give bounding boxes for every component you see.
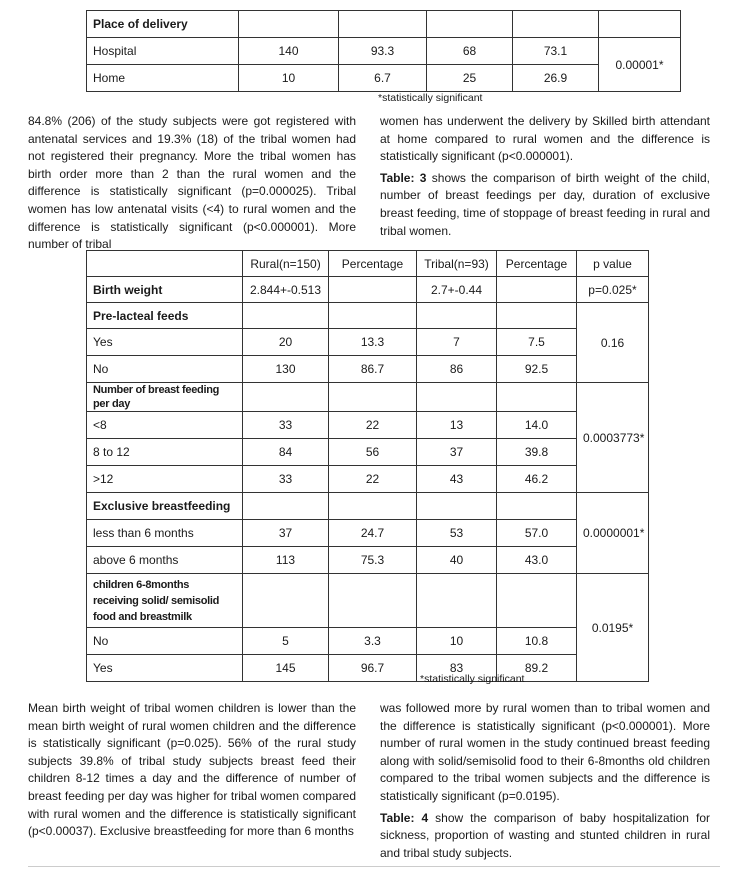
cell: 33	[243, 466, 329, 493]
cell: 33	[243, 412, 329, 439]
cell: 6.7	[339, 65, 427, 92]
cell: 22	[329, 466, 417, 493]
cell: 56	[329, 439, 417, 466]
cell: 130	[243, 356, 329, 383]
cell: 7.5	[497, 329, 577, 356]
paragraph-left-1: 84.8% (206) of the study subjects were got registered with antenatal services and 19.3% (18) of the tribal women had not registered their pregnancy. More the tribal women has birth order more than 2 than the rural women and the difference is statistically significant (p=0.000025). Tribal women has low antenatal visits (<4) to rural women and the difference is statistically significant (p<0.000001). More number of tribal	[28, 114, 356, 252]
table-row	[87, 38, 681, 65]
cell: 73.1	[513, 38, 599, 65]
cell: 39.8	[497, 439, 577, 466]
row-label: 8 to 12	[87, 439, 243, 466]
p-value: p=0.025*	[577, 277, 649, 303]
table-place-of-delivery	[86, 10, 681, 92]
table-row	[87, 655, 649, 682]
row-label: >12	[87, 466, 243, 493]
column-header: Percentage	[329, 251, 417, 277]
column-header: Percentage	[497, 251, 577, 277]
cell: 10	[417, 628, 497, 655]
cell: 37	[417, 439, 497, 466]
cell: 92.5	[497, 356, 577, 383]
table-row	[87, 65, 681, 92]
table-footnote: *statistically significant	[420, 673, 525, 685]
column-header: Rural(n=150)	[243, 251, 329, 277]
p-value: 0.16	[577, 303, 649, 383]
table-row	[87, 383, 649, 412]
row-label: No	[87, 356, 243, 383]
table-header-row	[87, 251, 649, 277]
row-label: above 6 months	[87, 547, 243, 574]
cell: 43.0	[497, 547, 577, 574]
cell: 40	[417, 547, 497, 574]
paragraph-left-2: Mean birth weight of tribal women children is lower than the mean birth weight of rural women children and the difference is statistically significant (p=0.025). 56% of the rural study subjects 39.8% of tribal study subjects breast feed their children 8-12 times a day and the difference of number of breast feeding per day was higher for tribal women compared with rural women and the difference is statistically significant (p<0.00037). Exclusive breastfeeding for more than 6 months	[28, 701, 356, 839]
cell: 26.9	[513, 65, 599, 92]
cell: 113	[243, 547, 329, 574]
cell: 140	[239, 38, 339, 65]
cell: 43	[417, 466, 497, 493]
section-label: Pre-lacteal feeds	[87, 303, 243, 329]
cell: 3.3	[329, 628, 417, 655]
section-label: Birth weight	[87, 277, 243, 303]
cell: 37	[243, 520, 329, 547]
table3-caption: Table: 3 shows the comparison of birth weight of the child, number of breast feedings per day, duration of exclusive breast feeding, time of stoppage of breast feeding in rural and tribal women.	[380, 170, 710, 238]
cell: 24.7	[329, 520, 417, 547]
table-row	[87, 439, 649, 466]
row-label: Home	[87, 65, 239, 92]
row-label: less than 6 months	[87, 520, 243, 547]
section-label: Place of delivery	[87, 11, 239, 38]
paragraph-right-1: women has underwent the delivery by Skilled birth attendant at home compared to rural women and the difference is statistically significant (p<0.000001). Table: 3 shows the comparison of birth weight of the child, number of breast feedings per day, duration of exclusive breast feeding, time of stoppage of breast feeding in rural and tribal women.	[380, 113, 710, 240]
p-value: 0.0003773*	[577, 383, 649, 493]
cell: 84	[243, 439, 329, 466]
cell: 25	[427, 65, 513, 92]
table-row	[87, 303, 649, 329]
cell: 83	[417, 655, 497, 682]
cell: 57.0	[497, 520, 577, 547]
column-header: p value	[577, 251, 649, 277]
table-row	[87, 547, 649, 574]
column-header: Tribal(n=93)	[417, 251, 497, 277]
cell: 53	[417, 520, 497, 547]
cell: 10	[239, 65, 339, 92]
cell: 10.8	[497, 628, 577, 655]
table-row	[87, 356, 649, 383]
table-row	[87, 574, 649, 628]
row-label: Hospital	[87, 38, 239, 65]
table-footnote: *statistically significant	[378, 92, 483, 104]
table-row	[87, 628, 649, 655]
cell: 13.3	[329, 329, 417, 356]
cell: 13	[417, 412, 497, 439]
cell: 89.2	[497, 655, 577, 682]
section-label: Number of breast feeding per day	[87, 383, 243, 412]
cell: 93.3	[339, 38, 427, 65]
page-divider	[28, 866, 720, 867]
cell: 86	[417, 356, 497, 383]
p-value: 0.0195*	[577, 574, 649, 682]
cell: 46.2	[497, 466, 577, 493]
cell: 2.7+-0.44	[417, 277, 497, 303]
table-row	[87, 412, 649, 439]
table-row	[87, 11, 681, 38]
table-row	[87, 493, 649, 520]
cell: 5	[243, 628, 329, 655]
section-label: children 6-8months receiving solid/ semisolid food and breastmilk	[87, 574, 243, 628]
paragraph-right-2: was followed more by rural women than to tribal women and the difference is statistically significant (p<0.000001). More number of rural women in the study continued breast feeding along with solid/semisolid food to their 6-8months old children compared to the tribal women subjects and the difference is statistically significant (p=0.0195). Table: 4 show the comparison of baby hospitalization for sickness, proportion of wasting and stunted children in rural and tribal study subjects.	[380, 700, 710, 862]
cell: 20	[243, 329, 329, 356]
table-birth-feeding	[86, 250, 649, 682]
cell: 86.7	[329, 356, 417, 383]
cell: 2.844+-0.513	[243, 277, 329, 303]
p-value: 0.0000001*	[577, 493, 649, 574]
table-row	[87, 277, 649, 303]
cell: 7	[417, 329, 497, 356]
table-row	[87, 329, 649, 356]
row-label: No	[87, 628, 243, 655]
cell: 96.7	[329, 655, 417, 682]
cell: 75.3	[329, 547, 417, 574]
p-value: 0.00001*	[599, 38, 681, 92]
table4-caption: Table: 4 show the comparison of baby hospitalization for sickness, proportion of wasting and stunted children in rural and tribal study subjects.	[380, 810, 710, 860]
row-label: Yes	[87, 655, 243, 682]
section-label: Exclusive breastfeeding	[87, 493, 243, 520]
row-label: <8	[87, 412, 243, 439]
cell: 22	[329, 412, 417, 439]
table-row	[87, 520, 649, 547]
cell: 68	[427, 38, 513, 65]
cell: 145	[243, 655, 329, 682]
table-row	[87, 466, 649, 493]
row-label: Yes	[87, 329, 243, 356]
cell: 14.0	[497, 412, 577, 439]
